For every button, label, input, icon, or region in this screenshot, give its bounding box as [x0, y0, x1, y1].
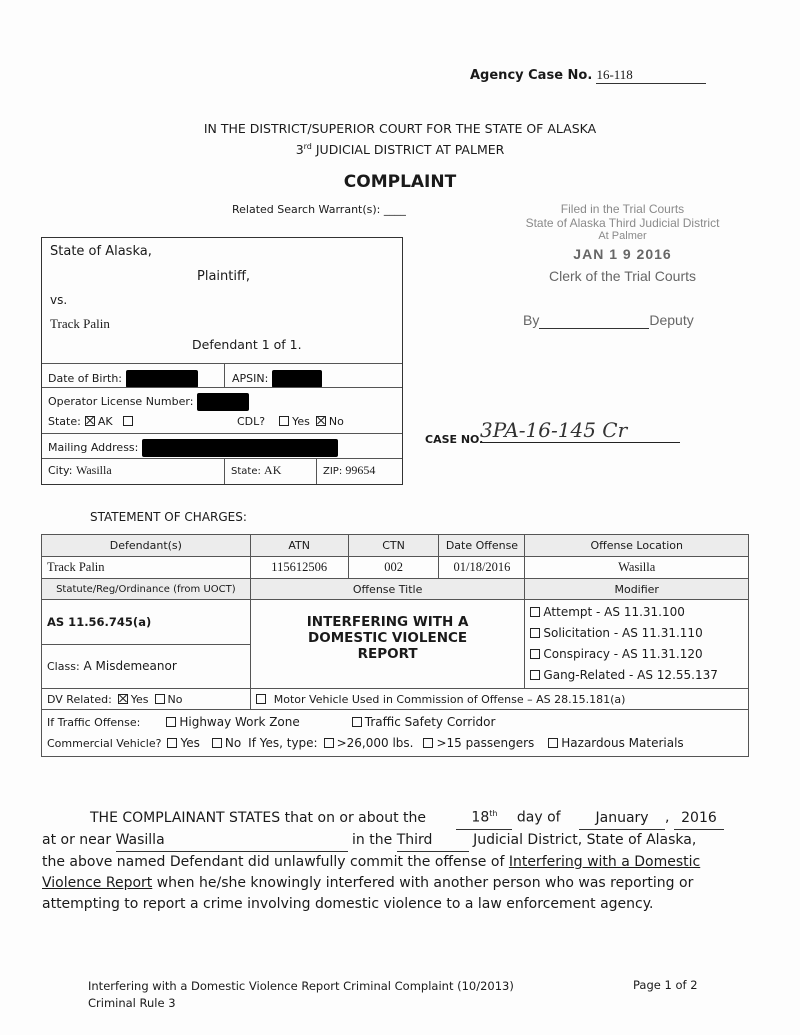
apsin-field: APSIN:: [232, 370, 322, 388]
ol-field: Operator License Number:: [48, 393, 249, 411]
warrant: Related Search Warrant(s): ____: [232, 203, 406, 216]
case-no-value: 3PA-16-145 Cr: [480, 418, 680, 443]
th-modifier: Modifier: [525, 579, 749, 600]
zip-field: ZIP: 99654: [323, 463, 376, 477]
offense-month: January: [579, 808, 665, 830]
dob-redaction: [126, 370, 198, 388]
th-atn: ATN: [250, 535, 348, 557]
pass-checkbox[interactable]: [423, 738, 433, 748]
table-row: Track Palin 115612506 002 01/18/2016 Wasilla: [42, 557, 749, 579]
th-ctn: CTN: [348, 535, 439, 557]
th-defendant: Defendant(s): [42, 535, 251, 557]
modifier-list: [525, 600, 749, 689]
traffic-field: If Traffic Offense: Highway Work Zone Traffic Safety Corridor Commercial Vehicle? Yes No If Yes, type: >26,000 lbs. >15 passengers Hazardous Materials: [42, 710, 749, 757]
offense-district: Third: [397, 830, 469, 852]
filed-stamp: Filed in the Trial Courts State of Alaska Third Judicial District At Palmer JAN 1 9 2016 Clerk of the Trial Courts: [510, 202, 735, 284]
offense-year: 2016: [674, 808, 724, 830]
offense-place: Wasilla: [116, 830, 348, 852]
apsin-redaction: [272, 370, 322, 388]
state-other-checkbox[interactable]: [123, 416, 133, 426]
modifier-conspiracy: Conspiracy - AS 11.31.120: [530, 644, 743, 665]
cdl-no-checkbox[interactable]: [316, 416, 326, 426]
offense-link: Interfering with a Domestic: [508, 853, 701, 870]
case-no-label: CASE NO.: [425, 433, 484, 446]
dv-yes-checkbox[interactable]: [118, 694, 128, 704]
th-title: Offense Title: [250, 579, 525, 600]
parties-box: [41, 237, 403, 485]
offense-title: INTERFERING WITH A DOMESTIC VIOLENCE REPORT: [250, 600, 525, 689]
mailing-field: Mailing Address:: [48, 439, 338, 457]
cdl-field: CDL? Yes No: [237, 415, 344, 428]
tsc-checkbox[interactable]: [352, 717, 362, 727]
agency-case-label: Agency Case No.: [470, 68, 593, 83]
vs-label: vs.: [50, 293, 68, 307]
dv-no-checkbox[interactable]: [155, 694, 165, 704]
plaintiff-role: Plaintiff,: [197, 269, 251, 284]
haz-checkbox[interactable]: [548, 738, 558, 748]
class-field: Class: A Misdemeanor: [42, 644, 251, 689]
stamp-date: JAN 1 9 2016: [573, 246, 672, 262]
conspiracy-checkbox[interactable]: [530, 649, 540, 659]
complaint-statement: THE COMPLAINANT STATES that on or about the 18th day of January , 2016 at or near Wasilla in the Third Judicial District, State of Alaska, the above named Defendant did unlawfully commit the offense of Interfering with a Domestic Violence Report when he/she knowingly interfered with another person who was reporting or attempting to report a crime involving domestic violence to a law enforcement agency.: [42, 803, 762, 915]
charges-table: [41, 534, 749, 757]
hwz-checkbox[interactable]: [166, 717, 176, 727]
defendant-role: Defendant 1 of 1.: [192, 337, 302, 352]
cdl-yes-checkbox[interactable]: [279, 416, 289, 426]
attempt-checkbox[interactable]: [530, 607, 540, 617]
mailing-redaction: [142, 439, 338, 457]
state-ak-checkbox[interactable]: [85, 416, 95, 426]
defendant-name: Track Palin: [50, 316, 110, 331]
cv-no-checkbox[interactable]: [212, 738, 222, 748]
motor-field: Motor Vehicle Used in Commission of Offense – AS 28.15.181(a): [250, 689, 748, 710]
court-line2: 3rd JUDICIAL DISTRICT AT PALMER: [295, 142, 505, 158]
ol-redaction: [197, 393, 249, 411]
cv-yes-checkbox[interactable]: [167, 738, 177, 748]
page-number: Page 1 of 2: [633, 978, 698, 992]
stamp-by: By Deputy: [523, 312, 694, 328]
th-location: Offense Location: [525, 535, 749, 557]
agency-case: [470, 67, 706, 84]
modifier-gang: Gang-Related - AS 12.55.137: [530, 665, 743, 686]
offense-link-2: Violence Report: [42, 874, 153, 891]
lbs-checkbox[interactable]: [324, 738, 334, 748]
modifier-attempt: Attempt - AS 11.31.100: [530, 602, 743, 623]
footer-form: Interfering with a Domestic Violence Report Criminal Complaint (10/2013) Criminal Rule 3: [88, 979, 514, 1010]
court-header: [0, 120, 800, 159]
plaintiff-name: State of Alaska,: [50, 244, 152, 259]
motor-checkbox[interactable]: [256, 694, 266, 704]
th-date: Date Offense: [439, 535, 525, 557]
gang-checkbox[interactable]: [530, 670, 540, 680]
dv-field: DV Related: Yes No: [42, 689, 251, 710]
charges-heading: STATEMENT OF CHARGES:: [90, 510, 247, 524]
state-field: State: AK: [48, 415, 136, 428]
dob-field: Date of Birth:: [48, 370, 198, 388]
offense-day: 18th: [456, 803, 512, 830]
modifier-solicitation: Solicitation - AS 11.31.110: [530, 623, 743, 644]
page-title: COMPLAINT: [343, 172, 457, 192]
statute: AS 11.56.745(a): [42, 600, 251, 645]
th-statute: Statute/Reg/Ordinance (from UOCT): [42, 579, 251, 600]
st-field: State: AK: [231, 463, 282, 477]
court-line1: IN THE DISTRICT/SUPERIOR COURT FOR THE STATE OF ALASKA: [203, 121, 597, 136]
solicitation-checkbox[interactable]: [530, 628, 540, 638]
agency-case-value: 16-118: [596, 67, 706, 84]
city-field: City: Wasilla: [48, 463, 112, 477]
